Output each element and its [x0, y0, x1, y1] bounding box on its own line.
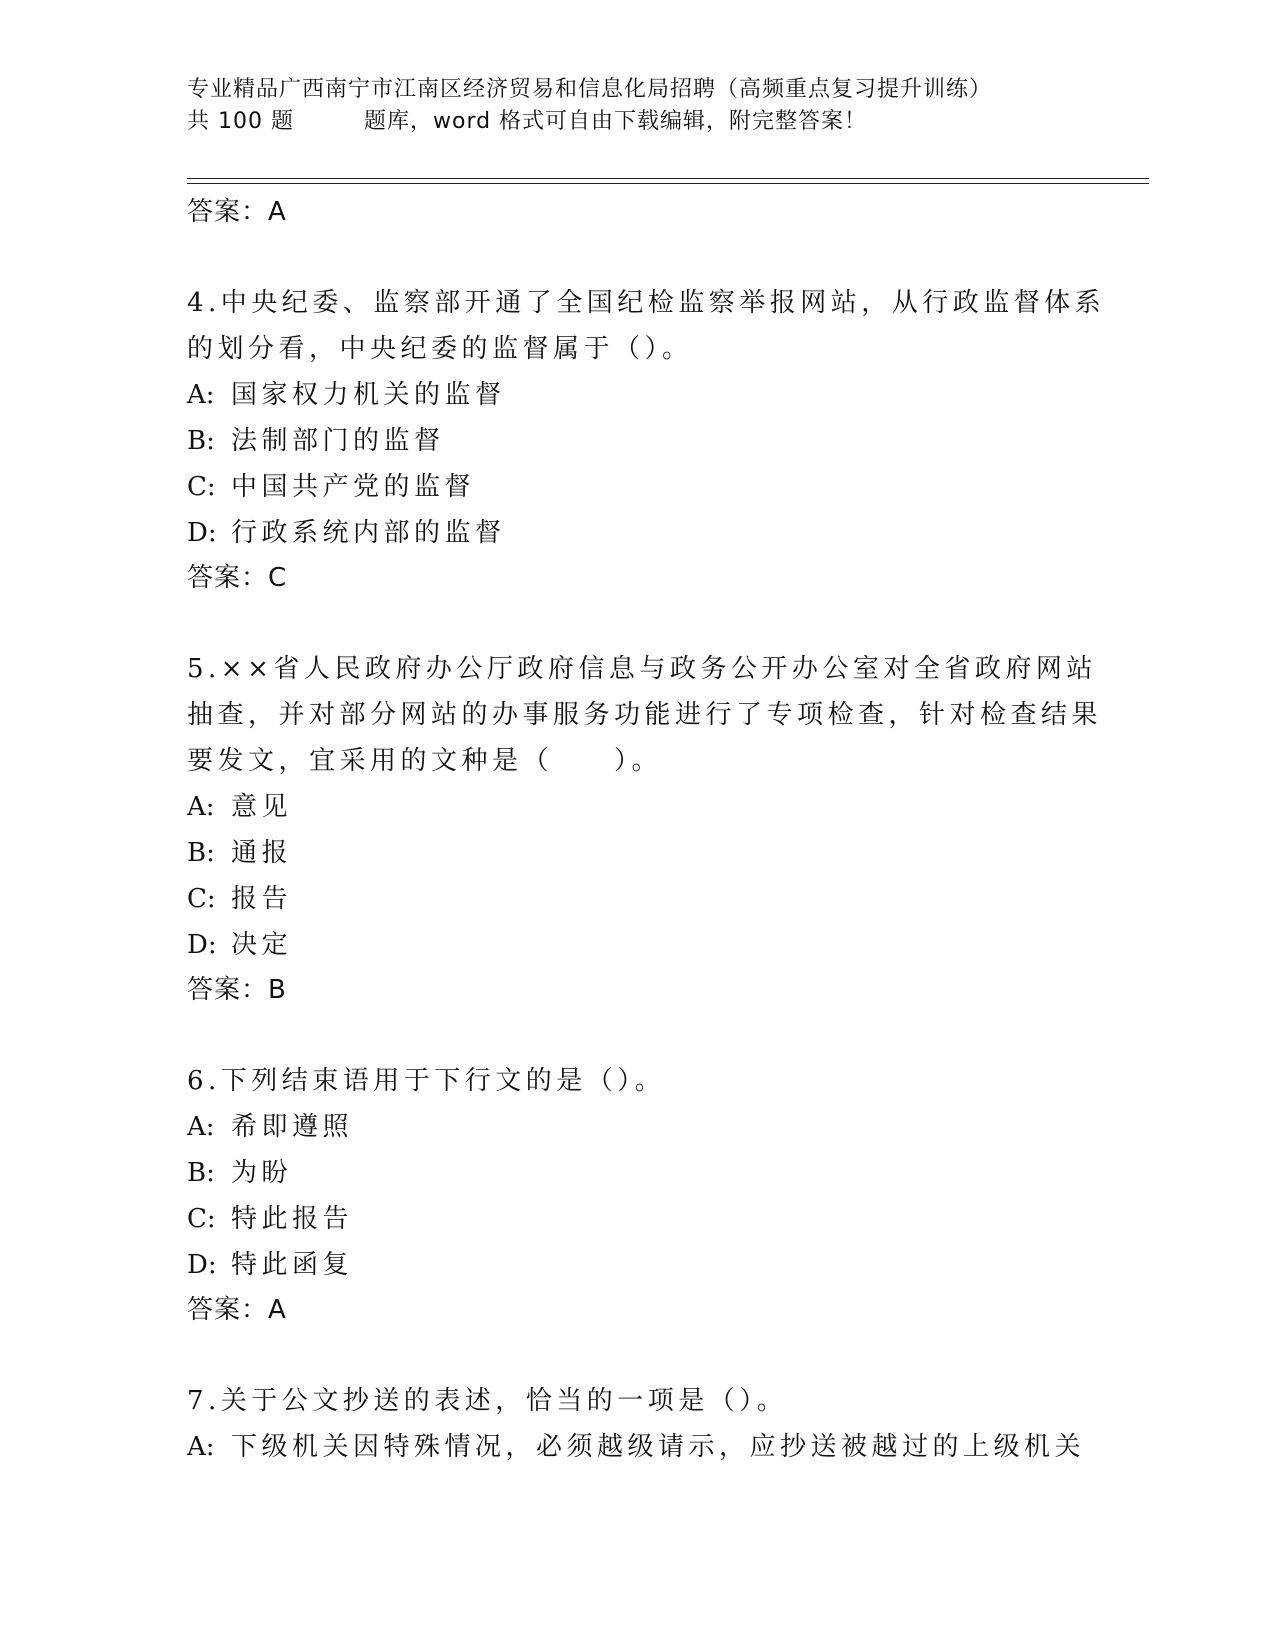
answer-value: A	[268, 197, 287, 227]
option-letter: B:	[187, 426, 215, 456]
question-block	[187, 1058, 1087, 1332]
option-b	[187, 418, 1087, 464]
option-text: 通报	[231, 838, 293, 868]
question-block	[187, 646, 1103, 1012]
option-a	[187, 1104, 1087, 1150]
option-text: 报告	[231, 884, 293, 914]
option-a	[187, 1424, 1087, 1470]
option-letter: A:	[187, 1112, 215, 1142]
header-divider-thin	[187, 183, 1149, 184]
option-text: 特此报告	[231, 1204, 354, 1234]
option-letter: B:	[187, 1158, 215, 1188]
question-text-line: 抽查，并对部分网站的办事服务功能进行了专项检查，针对检查结果	[187, 700, 1103, 730]
answer-label: 答案：	[187, 563, 269, 593]
answer-label: 答案：	[187, 1295, 269, 1325]
option-text: 法制部门的监督	[231, 426, 445, 456]
option-text: 希即遵照	[231, 1112, 354, 1142]
option-letter: A:	[187, 1432, 215, 1462]
answer-value: C	[268, 563, 288, 593]
option-text: 特此函复	[231, 1250, 354, 1280]
header-subtitle	[187, 106, 1087, 138]
question-block	[187, 280, 1106, 600]
option-letter: C:	[187, 1204, 216, 1234]
option-text: 行政系统内部的监督	[231, 518, 506, 548]
option-letter: D:	[187, 518, 217, 548]
option-letter: C:	[187, 472, 216, 502]
option-letter: B:	[187, 838, 215, 868]
option-letter: A:	[187, 380, 215, 410]
option-a	[187, 784, 1087, 830]
option-b	[187, 1150, 1087, 1196]
answer-value: B	[268, 975, 287, 1005]
option-d	[187, 1242, 1087, 1288]
header-divider-thick	[187, 178, 1149, 179]
option-text: 下级机关因特殊情况，必须越级请示，应抄送被越过的上级机关	[231, 1432, 1086, 1462]
option-text: 国家权力机关的监督	[231, 380, 506, 410]
option-text: 中国共产党的监督	[231, 472, 476, 502]
question-text-line: 要发文，宜采用的文种是（ ）。	[187, 746, 663, 776]
option-a	[187, 372, 1087, 418]
option-c	[187, 876, 1087, 922]
option-d	[187, 510, 1087, 556]
answer-line	[187, 968, 1087, 1012]
header-description: 题库，word 格式可自由下载编辑，附完整答案！	[363, 109, 868, 134]
option-letter: A:	[187, 792, 215, 822]
option-text: 决定	[231, 930, 293, 960]
option-letter: D:	[187, 930, 217, 960]
option-text: 为盼	[231, 1158, 293, 1188]
question-text-line: 的划分看，中央纪委的监督属于（）。	[187, 334, 693, 364]
answer-line	[187, 556, 1087, 600]
question-text-line: 4.中央纪委、监察部开通了全国纪检监察举报网站，从行政监督体系	[187, 288, 1106, 318]
answer-value: A	[268, 1295, 287, 1325]
question-block	[187, 1378, 1087, 1470]
page-header	[187, 74, 1087, 138]
option-letter: C:	[187, 884, 216, 914]
header-title: 专业精品广西南宁市江南区经济贸易和信息化局招聘（高频重点复习提升训练）	[187, 77, 993, 102]
answer-label: 答案：	[187, 975, 269, 1005]
answer-line	[187, 1288, 1087, 1332]
header-question-count: 共 100 题	[187, 109, 294, 134]
option-c	[187, 1196, 1087, 1242]
option-d	[187, 922, 1087, 968]
question-text-line: 7.关于公文抄送的表述，恰当的一项是（）。	[187, 1386, 788, 1416]
option-letter: D:	[187, 1250, 217, 1280]
answer-line	[187, 190, 1087, 234]
question-list	[187, 190, 1106, 1470]
option-c	[187, 464, 1087, 510]
option-b	[187, 830, 1087, 876]
question-text-line: 5.××省人民政府办公厅政府信息与政务公开办公室对全省政府网站	[187, 654, 1097, 684]
question-text-line: 6.下列结束语用于下行文的是（）。	[187, 1066, 666, 1096]
answer-label: 答案：	[187, 197, 269, 227]
option-text: 意见	[231, 792, 293, 822]
